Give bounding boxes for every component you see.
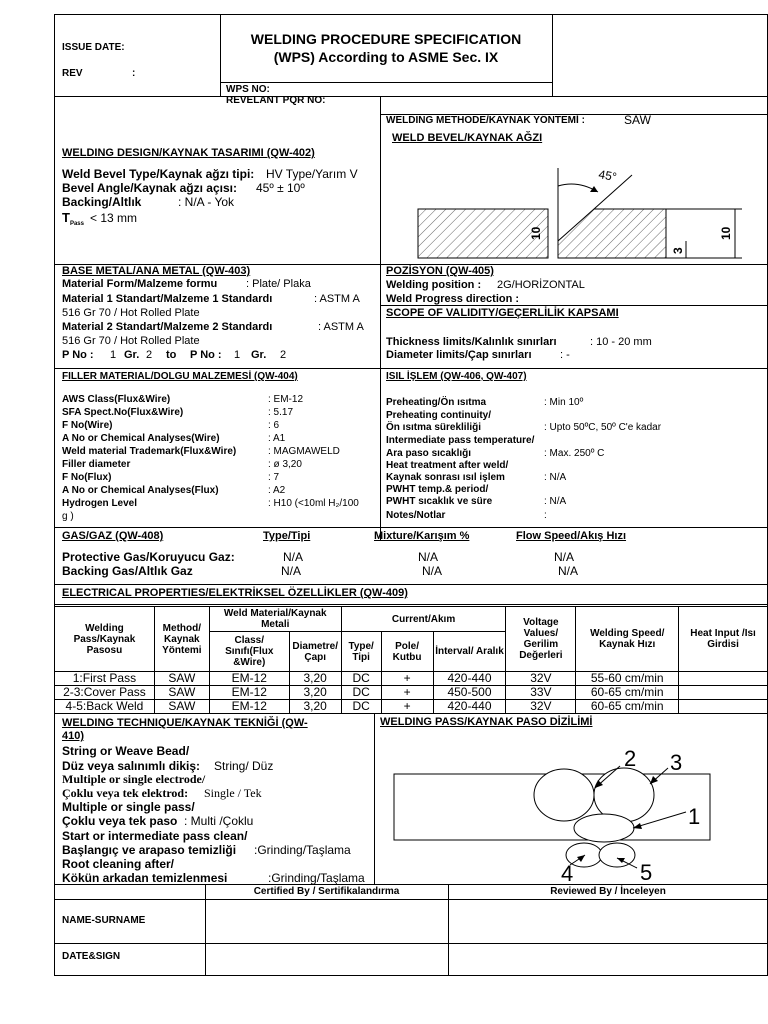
- backing-gas-label: Backing Gas/Altlık Gaz: [62, 564, 193, 578]
- wps-no-label: WPS NO:: [226, 84, 270, 95]
- continuity-label-tr: Ön ısıtma sürekliliği: [386, 422, 482, 433]
- pass-bead-1: [574, 814, 634, 842]
- filler-row-value: : 7: [268, 472, 280, 483]
- cell-voltage: 32V: [506, 672, 576, 686]
- date-sign-label: DATE&SIGN: [62, 951, 121, 962]
- cell-type: DC: [341, 672, 381, 686]
- preheat-label: Preheating/Ön ısıtma: [386, 397, 487, 408]
- line-elec-heading: [54, 604, 768, 605]
- technique-heading: WELDING TECHNIQUE/KAYNAK TEKNİĞİ (QW-: [62, 717, 308, 729]
- thickness-left-label: 10: [529, 226, 543, 240]
- rev-colon: :: [132, 68, 136, 79]
- to-label: to: [166, 349, 177, 361]
- header-pole: Pole/ Kutbu: [381, 632, 433, 672]
- filler-row-value: : ø 3,20: [268, 459, 302, 470]
- material-form-label: Material Form/Malzeme formu: [62, 278, 218, 290]
- tpass-t: T: [62, 210, 70, 225]
- electrical-heading: ELECTRICAL PROPERTIES/ELEKTRİKSEL ÖZELLİKLER (QW-409): [62, 587, 408, 599]
- pwht-temp-label: PWHT temp.& period/: [386, 484, 489, 495]
- root-label: 3: [671, 247, 685, 254]
- line-filler-end: [54, 527, 768, 528]
- material2-label: Material 2 Standart/Malzeme 2 Standardı: [62, 321, 273, 333]
- header-bottom-line: [54, 96, 768, 97]
- interpass-label: Intermediate pass temperature/: [386, 435, 535, 446]
- pwht-value: : N/A: [544, 472, 567, 483]
- filler-row-label: SFA Spect.No(Flux&Wire): [62, 407, 184, 418]
- pwht-temp-label-tr: PWHT sıcaklık ve süre: [386, 496, 493, 507]
- cell-diameter: 3,20: [289, 686, 341, 700]
- header-heat-input: Heat Input /Isı Girdisi: [679, 607, 768, 672]
- pass-diagram-heading: WELDING PASS/KAYNAK PASO DİZİLİMİ: [380, 716, 593, 728]
- rev-label: REV: [62, 68, 83, 79]
- bevel-angle-label: Bevel Angle/Kaynak ağzı açısı:: [62, 181, 237, 195]
- technique-line10-value: :Grinding/Taşlama: [268, 871, 365, 885]
- leader-3-head: [650, 776, 658, 784]
- cell-heat: [679, 700, 768, 714]
- validity-heading: SCOPE OF VALIDITY/GEÇERLİLİK KAPSAMI: [386, 307, 619, 319]
- thickness-right-label: 10: [719, 226, 733, 240]
- filler-row-value: : A2: [268, 485, 286, 496]
- filler-row-label: F No(Wire): [62, 420, 113, 431]
- tpass-value: < 13 mm: [90, 211, 138, 225]
- table-row: [55, 672, 768, 686]
- technique-line8-value: :Grinding/Taşlama: [254, 843, 351, 857]
- protective-gas-flow: N/A: [554, 550, 575, 564]
- cell-method: SAW: [154, 686, 209, 700]
- filler-row-value: : 6: [268, 420, 280, 431]
- technique-heading-cont: 410): [62, 730, 85, 742]
- welding-method-value: SAW: [624, 113, 651, 127]
- protective-gas-type: N/A: [283, 550, 304, 564]
- pno2-label: P No :: [190, 349, 222, 361]
- pass-bead-5: [599, 843, 635, 867]
- cell-speed: 60-65 cm/min: [576, 700, 679, 714]
- filler-row-label: Hydrogen Level: [62, 498, 138, 509]
- filler-row-value: : A1: [268, 433, 286, 444]
- pno-label: P No :: [62, 349, 94, 361]
- technique-line7: Start or intermediate pass clean/: [62, 829, 248, 843]
- cell-type: DC: [341, 686, 381, 700]
- progress-direction-label: Weld Progress direction :: [386, 293, 520, 305]
- filler-row-value: : EM-12: [268, 394, 304, 405]
- technique-line6-value: : Multi /Çoklu: [184, 814, 254, 828]
- material2-value-b: 516 Gr 70 / Hot Rolled Plate: [62, 335, 200, 347]
- header-pass: Welding Pass/Kaynak Pasosu: [55, 607, 155, 672]
- filler-row-label: Filler diameter: [62, 459, 131, 470]
- technique-line9: Root cleaning after/: [62, 857, 175, 871]
- filler-row-value: : MAGMAWELD: [268, 446, 340, 457]
- diameter-limits-value: : -: [560, 349, 570, 361]
- position-heading: POZİSYON (QW-405): [386, 265, 494, 277]
- line-base-end: [54, 368, 768, 369]
- plate-right: [558, 209, 666, 258]
- issue-date-label: ISSUE DATE:: [62, 42, 125, 53]
- bevel-type-value: HV Type/Yarım V: [266, 167, 358, 181]
- backing-gas-type: N/A: [281, 564, 302, 578]
- pno2-value: 1: [234, 349, 241, 361]
- angle-arrowhead: [590, 186, 598, 192]
- notes-value: :: [544, 510, 547, 521]
- filler-row-value: : H10 (<10ml H₂/100: [268, 498, 359, 509]
- cell-pole: +: [381, 672, 433, 686]
- filler-row-label: F No(Flux): [62, 472, 112, 483]
- bevel-type-label: Weld Bevel Type/Kaynak ağzı tipi:: [62, 167, 255, 181]
- continuity-label: Preheating continuity/: [386, 410, 492, 421]
- pass-bead-2: [534, 769, 594, 821]
- filler-heading: FILLER MATERIAL/DOLGU MALZEMESİ (QW-404): [62, 371, 298, 382]
- header-current: Current/Akım: [341, 607, 506, 632]
- table-row: [55, 700, 768, 714]
- thickness-limits-label: Thickness limits/Kalınlık sınırları: [386, 336, 557, 348]
- name-surname-label: NAME-SURNAME: [62, 915, 146, 926]
- backing-gas-mixture: N/A: [422, 564, 443, 578]
- design-heading: WELDING DESIGN/KAYNAK TASARIMI (QW-402): [62, 147, 315, 159]
- cell-pole: +: [381, 686, 433, 700]
- cell-method: SAW: [154, 700, 209, 714]
- backing-value: : N/A - Yok: [178, 195, 235, 209]
- filler-row-label: Weld material Trademark(Flux&Wire): [62, 446, 237, 457]
- header-weld-material: Weld Material/Kaynak Metali: [209, 607, 341, 632]
- wps-form: [54, 14, 768, 976]
- cell-interval: 420-440: [433, 700, 506, 714]
- page-title-line2: (WPS) According to ASME Sec. IX: [273, 49, 499, 65]
- pqr-no-label: REVELANT PQR NO:: [226, 95, 326, 106]
- bevel-angle-value: 45º ± 10º: [256, 181, 305, 195]
- technique-line4-value: Single / Tek: [204, 786, 262, 800]
- pwht-label: Heat treatment after weld/: [386, 460, 509, 471]
- gas-col-mixture: Mixture/Karışım %: [374, 530, 470, 542]
- technique-line5: Multiple or single pass/: [62, 800, 195, 814]
- cell-class: EM-12: [209, 700, 289, 714]
- interpass-value: : Max. 250º C: [544, 448, 605, 459]
- page-title-line1: WELDING PROCEDURE SPECIFICATION: [250, 31, 522, 47]
- gas-col-flow: Flow Speed/Akış Hızı: [516, 530, 627, 542]
- backing-gas-flow: N/A: [558, 564, 579, 578]
- header-interval: İnterval/ Aralık: [433, 632, 506, 672]
- cell-pass: 1:First Pass: [55, 672, 155, 686]
- pass-label-2: 2: [624, 746, 637, 771]
- pwht-temp-value: : N/A: [544, 496, 567, 507]
- technique-line10-label: Kökün arkadan temizlenmesi: [62, 871, 228, 885]
- cell-heat: [679, 686, 768, 700]
- material1-label: Material 1 Standart/Malzeme 1 Standardı: [62, 293, 273, 305]
- cell-type: DC: [341, 700, 381, 714]
- certified-by-header: Certified By / Sertifikalandırma: [253, 886, 400, 897]
- certified-name-field[interactable]: [206, 900, 447, 942]
- header-speed: Welding Speed/ Kaynak Hızı: [576, 607, 679, 672]
- header-diameter: Diametre/ Çapı: [289, 632, 341, 672]
- technique-line6-label: Çoklu veya tek paso: [62, 814, 178, 828]
- welding-method-label: WELDING METHODE/KAYNAK YÖNTEMİ :: [386, 115, 585, 126]
- thickness-limits-value: : 10 - 20 mm: [590, 336, 652, 348]
- filler-row-value: : 5.17: [268, 407, 294, 418]
- pass-label-5: 5: [640, 860, 653, 884]
- electrical-table: [54, 606, 768, 714]
- filler-row-label: A No or Chemical Analyses(Flux): [62, 485, 219, 496]
- cell-speed: 55-60 cm/min: [576, 672, 679, 686]
- technique-line4-label: Çoklu veya tek elektrod:: [62, 786, 189, 800]
- pass-label-3: 3: [670, 750, 683, 775]
- table-row: [55, 686, 768, 700]
- gr2-value: 2: [280, 349, 287, 361]
- cell-voltage: 32V: [506, 700, 576, 714]
- reviewed-by-header: Reviewed By / İnceleyen: [550, 886, 666, 897]
- notes-label: Notes/Notlar: [386, 510, 446, 521]
- header-title-divider: [220, 82, 552, 83]
- continuity-value: : Upto 50ºC, 50º C'e kadar: [544, 422, 662, 433]
- technique-line1: String or Weave Bead/: [62, 744, 190, 758]
- reviewed-name-field[interactable]: [449, 900, 767, 942]
- bevel-heading: WELD BEVEL/KAYNAK AĞZI: [392, 132, 543, 144]
- tpass-label: [62, 210, 84, 232]
- gas-col-type: Type/Tipi: [263, 530, 311, 542]
- heat-treatment-heading: ISIL İŞLEM (QW-406, QW-407): [386, 371, 527, 382]
- leader-1-head: [633, 823, 642, 829]
- cell-class: EM-12: [209, 672, 289, 686]
- tpass-sub: Pass: [69, 221, 84, 227]
- gas-heading: GAS/GAZ (QW-408): [62, 530, 164, 542]
- pass-label-4: 4: [561, 861, 574, 884]
- cell-diameter: 3,20: [289, 672, 341, 686]
- header-voltage: Voltage Values/ Gerilim Değerleri: [506, 607, 576, 672]
- material1-value-a: : ASTM A: [314, 293, 360, 305]
- cell-interval: 450-500: [433, 686, 506, 700]
- interpass-label-tr: Ara paso sıcaklığı: [386, 448, 472, 459]
- cell-method: SAW: [154, 672, 209, 686]
- gr2-label: Gr.: [251, 349, 267, 361]
- welding-position-label: Welding position :: [386, 279, 482, 291]
- cell-pole: +: [381, 700, 433, 714]
- pno-value: 1: [110, 349, 117, 361]
- header-divider-right: [552, 14, 553, 96]
- cell-diameter: 3,20: [289, 700, 341, 714]
- material1-value-b: 516 Gr 70 / Hot Rolled Plate: [62, 307, 200, 319]
- base-metal-heading: BASE METAL/ANA METAL (QW-403): [62, 265, 251, 277]
- backing-label: Backing/Altlık: [62, 195, 142, 209]
- electrical-rows: [55, 672, 768, 714]
- angle-label: 45°: [597, 167, 618, 185]
- cell-pass: 2-3:Cover Pass: [55, 686, 155, 700]
- filler-row-label: AWS Class(Flux&Wire): [62, 394, 171, 405]
- technique-line8-label: Başlangıç ve arapaso temizliği: [62, 843, 237, 857]
- pwht-label-tr: Kaynak sonrası ısıl işlem: [386, 472, 505, 483]
- bevel-drawing: [380, 146, 768, 264]
- technique-line2-label: Düz veya salınımlı dikiş:: [62, 759, 201, 773]
- pass-label-1: 1: [688, 804, 701, 829]
- header-method: Method/ Kaynak Yöntemi: [154, 607, 209, 672]
- cell-voltage: 33V: [506, 686, 576, 700]
- protective-gas-label: Protective Gas/Koruyucu Gaz:: [62, 550, 235, 564]
- filler-row-label: A No or Chemical Analyses(Wire): [62, 433, 220, 444]
- cell-speed: 60-65 cm/min: [576, 686, 679, 700]
- pass-diagram: [374, 728, 768, 884]
- gr-value: 2: [146, 349, 153, 361]
- welding-position-value: 2G/HORİZONTAL: [497, 279, 585, 291]
- header-class: Class/ Sınıfı(Flux &Wire): [209, 632, 289, 672]
- material2-value-a: : ASTM A: [318, 321, 364, 333]
- cell-interval: 420-440: [433, 672, 506, 686]
- technique-line2-value: String/ Düz: [214, 759, 274, 773]
- diameter-limits-label: Diameter limits/Çap sınırları: [386, 349, 532, 361]
- cell-class: EM-12: [209, 686, 289, 700]
- hydrogen-continued: g ): [62, 511, 74, 522]
- material-form-value: : Plate/ Plaka: [246, 278, 311, 290]
- protective-gas-mixture: N/A: [418, 550, 439, 564]
- gr-label: Gr.: [124, 349, 140, 361]
- technique-line3: Multiple or single electrode/: [62, 772, 206, 786]
- cell-pass: 4-5:Back Weld: [55, 700, 155, 714]
- certified-sign-field[interactable]: [206, 944, 447, 975]
- header-type: Type/ Tipi: [341, 632, 381, 672]
- preheat-value: : Min 10º: [544, 397, 584, 408]
- cell-heat: [679, 672, 768, 686]
- line-gas-end: [54, 584, 768, 585]
- reviewed-sign-field[interactable]: [449, 944, 767, 975]
